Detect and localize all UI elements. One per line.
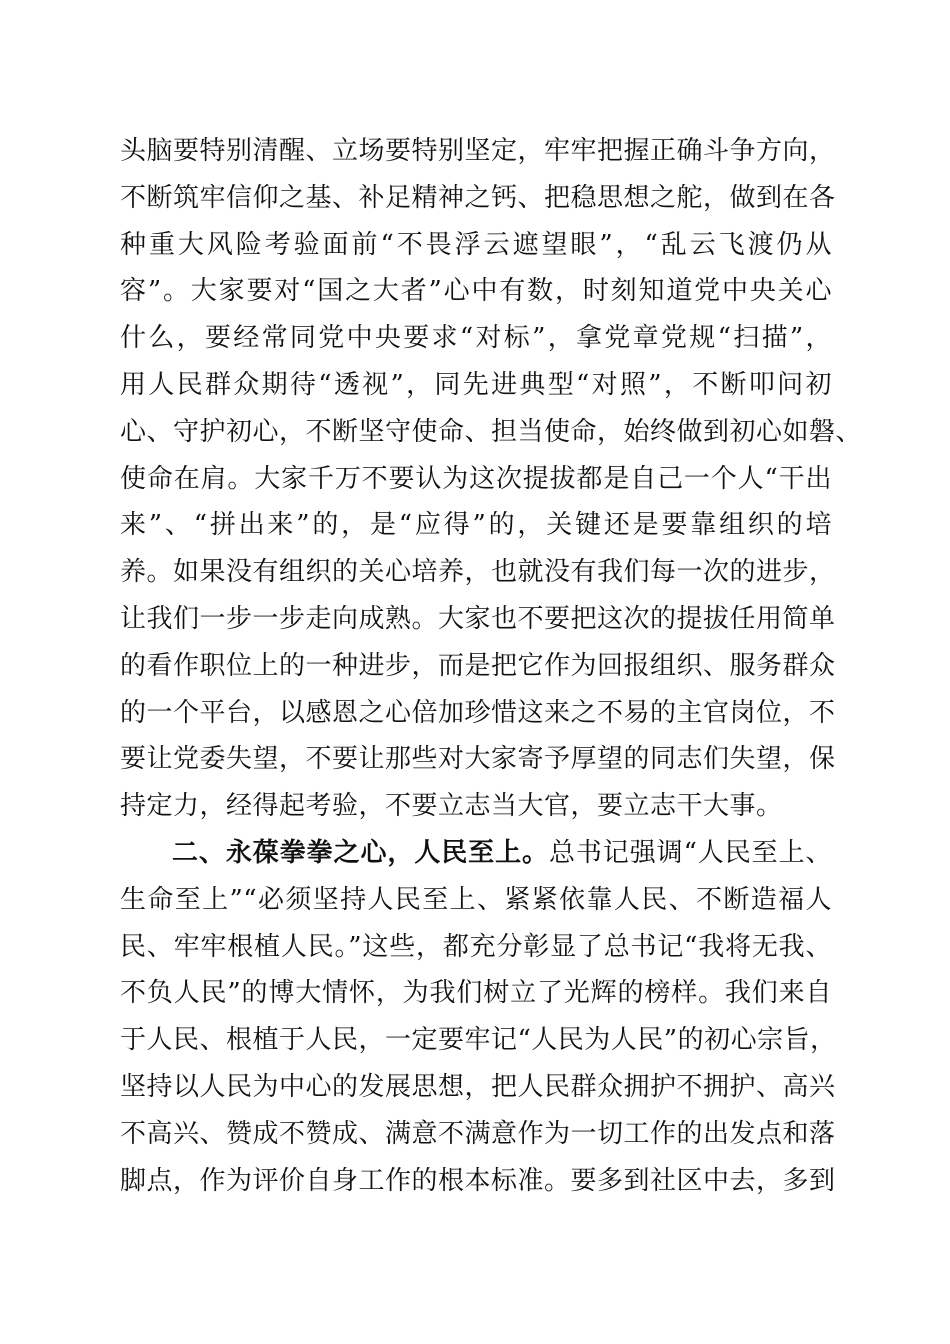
heading-line-text: 总书记强调“人民至上、 — [548, 837, 832, 868]
text-line: 持定力，经得起考验，不要立志当大官，要立志干大事。 — [120, 791, 783, 822]
document-body — [120, 128, 863, 1204]
section-heading-line — [120, 830, 832, 877]
text-line: 什么，要经常同党中央要求“对标”，拿党章党规“扫描”， — [120, 323, 832, 354]
text-line: 容”。大家要对“国之大者”心中有数，时刻知道党中央关心 — [120, 276, 832, 307]
text-line: 坚持以人民为中心的发展思想，把人民群众拥护不拥护、高兴 — [120, 1071, 836, 1102]
text-line: 让我们一步一步走向成熟。大家也不要把这次的提拔任用简单 — [120, 603, 836, 634]
paragraph-1 — [120, 128, 863, 830]
section-heading: 二、永葆拳拳之心，人民至上。 — [172, 837, 549, 868]
text-line: 于人民、根植于人民，一定要牢记“人民为人民”的初心宗旨， — [120, 1025, 837, 1056]
text-line: 生命至上”“必须坚持人民至上、紧紧依靠人民、不断造福人 — [120, 884, 832, 915]
text-line: 不断筑牢信仰之基、补足精神之钙、把稳思想之舵，做到在各 — [120, 182, 836, 213]
text-line: 脚点，作为评价自身工作的根本标准。要多到社区中去，多到 — [120, 1165, 836, 1196]
text-line: 的一个平台，以感恩之心倍加珍惜这来之不易的主官岗位，不 — [120, 697, 836, 728]
text-line: 的看作职位上的一种进步，而是把它作为回报组织、服务群众 — [120, 650, 836, 681]
text-line: 来”、“拼出来”的，是“应得”的，关键还是要靠组织的培 — [120, 510, 832, 541]
text-line: 使命在肩。大家千万不要认为这次提拔都是自己一个人“干出 — [120, 463, 832, 494]
text-line: 养。如果没有组织的关心培养，也就没有我们每一次的进步， — [120, 557, 836, 588]
text-line: 心、守护初心，不断坚守使命、担当使命，始终做到初心如磐、 — [120, 416, 863, 447]
text-line: 民、牢牢根植人民。”这些，都充分彰显了总书记“我将无我、 — [120, 931, 832, 962]
text-line: 种重大风险考验面前“不畏浮云遮望眼”，“乱云飞渡仍从 — [120, 229, 832, 260]
text-line: 不负人民”的博大情怀，为我们树立了光辉的榜样。我们来自 — [120, 978, 832, 1009]
text-line: 不高兴、赞成不赞成、满意不满意作为一切工作的出发点和落 — [120, 1118, 836, 1149]
text-line: 用人民群众期待“透视”，同先进典型“对照”，不断叩问初 — [120, 369, 832, 400]
text-line: 头脑要特别清醒、立场要特别坚定，牢牢把握正确斗争方向， — [120, 136, 836, 166]
paragraph-2 — [120, 830, 837, 1204]
text-line: 要让党委失望，不要让那些对大家寄予厚望的同志们失望，保 — [120, 744, 836, 775]
